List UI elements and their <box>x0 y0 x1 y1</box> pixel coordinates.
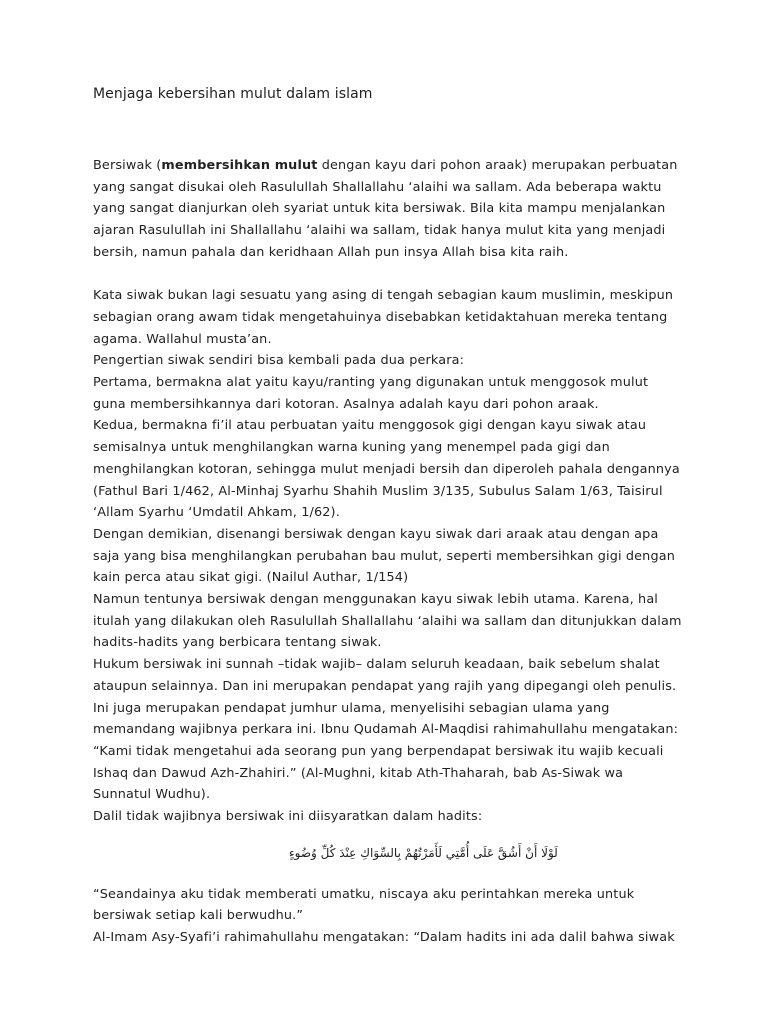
document-body <box>93 155 693 949</box>
paragraph-line: Namun tentunya bersiwak dengan menggunakan kayu siwak lebih utama. Karena, hal <box>93 592 659 608</box>
bold-text: membersihkan mulut <box>161 158 318 173</box>
paragraph-line: guna membersihkannya dari kotoran. Asalnya adalah kayu dari pohon araak. <box>93 396 599 412</box>
paragraph-line: “Seandainya aku tidak memberati umatku, niscaya aku perintahkan mereka untuk <box>93 886 635 902</box>
paragraph-line: bersiwak setiap kali berwudhu.” <box>93 908 304 924</box>
paragraph-line: Kata siwak bukan lagi sesuatu yang asing di tengah sebagian kaum muslimin, meskipun <box>93 288 674 304</box>
paragraph-line: hadits-hadits yang berbicara tentang siwak. <box>93 635 382 651</box>
paragraph-line: kain perca atau sikat gigi. (Nailul Authar, 1/154) <box>93 570 409 586</box>
paragraph-line <box>93 155 693 177</box>
paragraph-line: Pengertian siwak sendiri bisa kembali pada dua perkara: <box>93 353 465 369</box>
paragraph-line: yang sangat disukai oleh Rasulullah Shallallahu ‘alaihi wa sallam. Ada beberapa waktu <box>93 179 662 195</box>
paragraph-line: memandang wajibnya perkara ini. Ibnu Qudamah Al-Maqdisi rahimahullahu mengatakan: <box>93 722 679 738</box>
paragraph-line: Ishaq dan Dawud Azh-Zhahiri.” (Al-Mughni, kitab Ath-Thaharah, bab As-Siwak wa <box>93 765 624 781</box>
text-run: Bersiwak ( <box>93 158 162 173</box>
paragraph-line: ‘Allam Syarhu ‘Umdatil Ahkam, 1/62). <box>93 505 340 521</box>
paragraph-line: bersih, namun pahala dan keridhaan Allah pun insya Allah bisa kita raih. <box>93 244 569 260</box>
paragraph-line: Al-Imam Asy-Syafi’i rahimahullahu mengatakan: “Dalam hadits ini ada dalil bahwa siwak <box>93 930 675 946</box>
body-lines <box>93 285 693 828</box>
document-title: Menjaga kebersihan mulut dalam islam <box>93 86 373 102</box>
paragraph-line: ataupun selainnya. Dan ini merupakan pendapat yang rajih yang dipegangi oleh penulis. <box>93 678 677 694</box>
text-run: dengan kayu dari pohon araak) merupakan perbuatan <box>317 158 678 173</box>
paragraph-line: agama. Wallahul musta’an. <box>93 331 272 347</box>
paragraph-line: sebagian orang awam tidak mengetahuinya disebabkan ketidaktahuan mereka tentang <box>93 309 668 325</box>
paragraph-line: itulah yang dilakukan oleh Rasulullah Shallallahu ‘alaihi wa sallam dan ditunjukkan dalam <box>93 613 682 629</box>
tail-lines <box>93 884 693 949</box>
paragraph-line: Ini juga merupakan pendapat jumhur ulama, menyelisihi sebagian ulama yang <box>93 700 610 716</box>
paragraph-gap <box>93 264 693 286</box>
paragraph-line: saja yang bisa menghilangkan perubahan bau mulut, seperti membersihkan gigi dengan <box>93 548 675 564</box>
paragraph-line: ajaran Rasulullah ini Shallallahu ‘alaihi wa sallam, tidak hanya mulut kita yang menjadi <box>93 223 666 239</box>
paragraph-line: “Kami tidak mengetahui ada seorang pun yang berpendapat bersiwak itu wajib kecuali <box>93 743 664 759</box>
paragraph-line: (Fathul Bari 1/462, Al-Minhaj Syarhu Shahih Muslim 3/135, Subulus Salam 1/63, Taisirul <box>93 483 663 499</box>
paragraph-line: yang sangat dianjurkan oleh syariat untuk kita bersiwak. Bila kita mampu menjalankan <box>93 201 666 217</box>
paragraph-line: Pertama, bermakna alat yaitu kayu/ranting yang digunakan untuk menggosok mulut <box>93 375 649 391</box>
paragraph-line: Hukum bersiwak ini sunnah –tidak wajib– dalam seluruh keadaan, baik sebelum shalat <box>93 657 660 673</box>
paragraph-line: Sunnatul Wudhu). <box>93 787 211 803</box>
arabic-hadith: لَوْلَا أَنْ أَشُقَّ عَلَى أُمَّتِي لَأَمَرْتُهُمْ بِالسِّوَاكِ عِنْدَ كُلِّ وُضُوءٍ <box>289 845 558 860</box>
paragraph-line: Dalil tidak wajibnya bersiwak ini diisyaratkan dalam hadits: <box>93 809 483 825</box>
paragraph-line: semisalnya untuk menghilangkan warna kuning yang menempel pada gigi dan <box>93 440 610 456</box>
paragraph-line: Kedua, bermakna fi’il atau perbuatan yaitu menggosok gigi dengan kayu siwak atau <box>93 418 647 434</box>
paragraph-line: Dengan demikian, disenangi bersiwak dengan kayu siwak dari araak atau dengan apa <box>93 526 659 542</box>
paragraph-line: menghilangkan kotoran, sehingga mulut menjadi bersih dan diperoleh pahala dengannya <box>93 461 680 477</box>
